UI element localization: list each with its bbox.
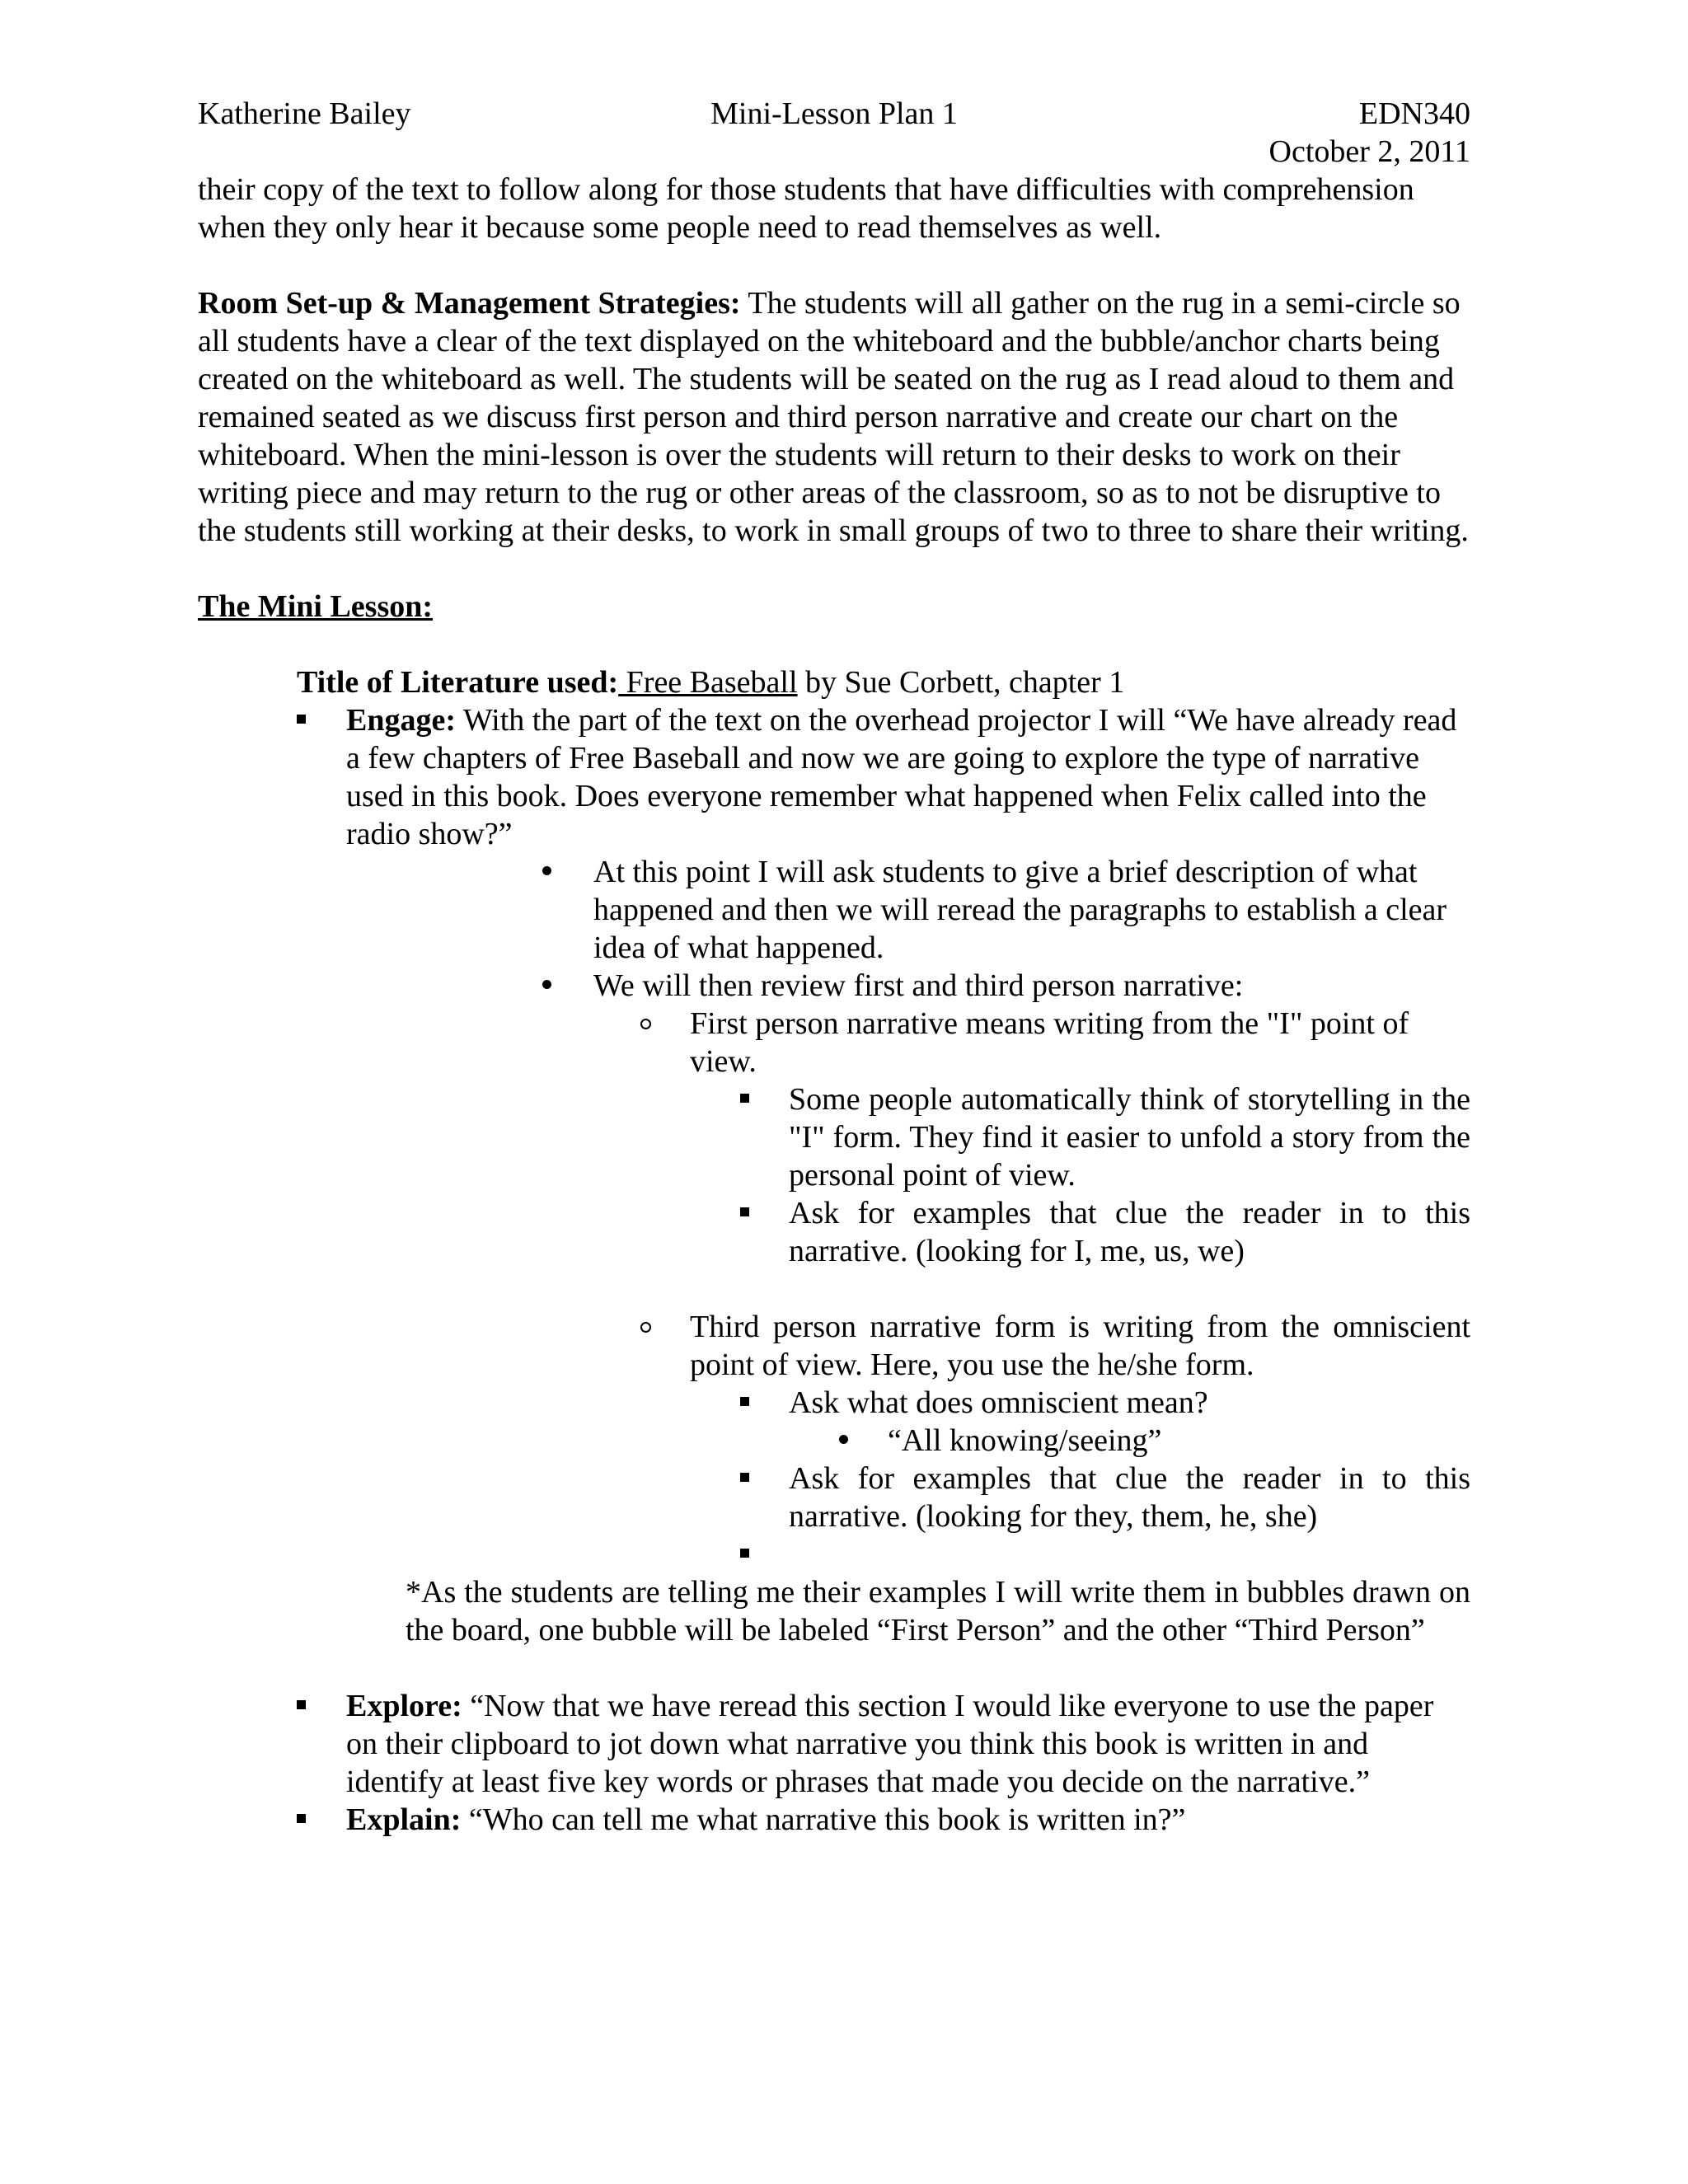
mini-lesson-heading: The Mini Lesson:	[198, 589, 434, 624]
first-person-subitem-2: Ask for examples that clue the reader in to this narrative. (looking for I, me, us, we)	[198, 1194, 1470, 1270]
room-setup-label: Room Set-up & Management Strategies:	[198, 286, 741, 321]
literature-label: Title of Literature used:	[297, 665, 619, 700]
engage-text: With the part of the text on the overhead projector I will “We have already read a few chapters of Free Baseball and now we are going to explore the type of narrative used in this book. Does everyone remember what happened when Felix called into the radio show?”	[346, 703, 1457, 851]
header-author: Katherine Bailey	[198, 96, 411, 131]
literature-title: Free Baseball	[618, 665, 798, 700]
empty-subitem	[198, 1535, 1470, 1573]
room-setup-paragraph	[198, 284, 1470, 550]
engage-item	[198, 701, 1470, 853]
hollow-bullet-icon	[640, 1019, 651, 1029]
third-person-item: Third person narrative form is writing from the omniscient point of view. Here, you use the he/she form.	[198, 1308, 1470, 1384]
square-bullet-icon	[740, 1207, 749, 1216]
square-bullet-icon	[740, 1549, 749, 1558]
round-bullet-icon	[542, 980, 551, 989]
header-title: Mini-Lesson Plan 1	[710, 96, 958, 131]
square-bullet-icon	[297, 1700, 306, 1709]
intro-continuation: their copy of the text to follow along for those students that have difficulties with comprehension when they only hear it because some people need to read themselves as well.	[198, 172, 1414, 245]
round-bullet-icon	[839, 1435, 848, 1444]
page-header	[198, 95, 1470, 133]
engage-label: Engage:	[346, 703, 456, 738]
engage-bullet-1: At this point I will ask students to give a brief description of what happened and then we will reread the paragraphs to establish a clear idea of what happened.	[198, 853, 1470, 967]
square-bullet-icon	[740, 1473, 749, 1482]
hollow-bullet-icon	[640, 1322, 651, 1333]
explain-label: Explain:	[346, 1802, 462, 1837]
explain-item	[198, 1801, 1470, 1839]
header-date: October 2, 2011	[1268, 134, 1470, 169]
literature-line	[297, 663, 1470, 701]
square-bullet-icon	[740, 1094, 749, 1103]
explore-text: “Now that we have reread this section I would like everyone to use the paper on their clipboard to jot down what narrative you think this book is written in and identify at least five key words or phrases that made you decide on the narrative.”	[346, 1689, 1434, 1799]
third-person-subitem-1: Ask what does omniscient mean?	[198, 1384, 1470, 1422]
room-setup-text: The students will all gather on the rug in a semi-circle so all students have a clear of the text displayed on the whiteboard and the bubble/anchor charts being created on the whiteboard as well. The students will be seated on the rug as I read aloud to them and remained seated as we discuss first person and third person narrative and create our chart on the whiteboard. When the mini-lesson is over the students will return to their desks to work on their writing piece and may return to the rug or other areas of the classroom, so as to not be disruptive to the students still working at their desks, to work in small groups of two to three to share their writing.	[198, 286, 1469, 548]
engage-bullet-2: We will then review first and third person narrative:	[198, 967, 1470, 1005]
bubble-note: *As the students are telling me their examples I will write them in bubbles drawn on the board, one bubble will be labeled “First Person” and the other “Third Person”	[406, 1575, 1470, 1647]
explore-item	[198, 1687, 1470, 1801]
square-bullet-icon	[740, 1397, 749, 1406]
omniscient-answer: “All knowing/seeing”	[198, 1422, 1470, 1460]
first-person-item: First person narrative means writing from the "I" point of view.	[198, 1005, 1470, 1080]
round-bullet-icon	[542, 866, 551, 875]
first-person-subitem-1: Some people automatically think of storytelling in the "I" form. They find it easier to unfold a story from the personal point of view.	[198, 1080, 1470, 1194]
square-bullet-icon	[297, 715, 306, 724]
header-course: EDN340	[1358, 96, 1470, 131]
explain-text: “Who can tell me what narrative this book is written in?”	[461, 1802, 1186, 1837]
third-person-subitem-2: Ask for examples that clue the reader in to this narrative. (looking for they, them, he, she)	[198, 1460, 1470, 1535]
document-content	[198, 95, 1470, 1839]
literature-rest: by Sue Corbett, chapter 1	[797, 665, 1125, 700]
square-bullet-icon	[297, 1814, 306, 1823]
explore-label: Explore:	[346, 1689, 462, 1723]
